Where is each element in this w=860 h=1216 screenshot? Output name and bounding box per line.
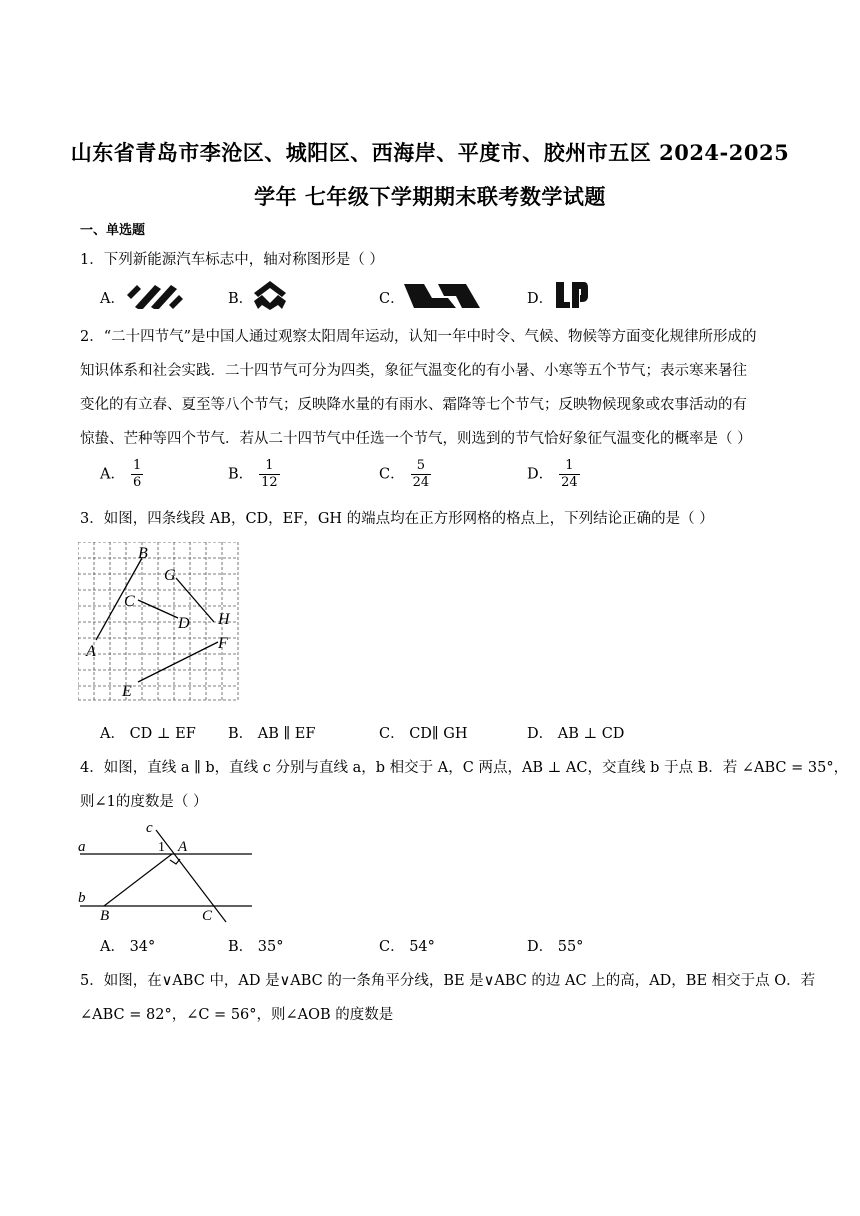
q3-option-a: A． CD ⊥ EF xyxy=(100,726,196,742)
q4-option-c: C． 54° xyxy=(379,939,435,955)
q2-line-4: 惊蛰、芒种等四个节气．若从二十四节气中任选一个节气，则选到的节气恰好象征气温变化的概率是（ ） xyxy=(80,431,752,447)
q4-line-2: 则∠1的度数是（ ） xyxy=(80,794,208,810)
line-a-label: a xyxy=(78,839,86,855)
point-a-label: A xyxy=(178,839,188,855)
page-title-line2: 学年 七年级下学期期末联考数学试题 xyxy=(254,184,606,209)
point-h-label: H xyxy=(218,611,230,628)
q1-option-a xyxy=(100,287,125,308)
q1-stem: 1．下列新能源汽车标志中，轴对称图形是（ ） xyxy=(80,252,384,268)
q2-option-a xyxy=(100,458,143,491)
line-c xyxy=(156,830,226,922)
q1-option-c-label: C． xyxy=(379,291,405,307)
q4-option-a: A． 34° xyxy=(100,939,156,955)
fraction xyxy=(259,458,280,491)
point-a-label: A xyxy=(86,643,96,660)
q1-option-b xyxy=(228,287,253,308)
q5-line-2: ∠ABC = 82°，∠C = 56°，则∠AOB 的度数是 xyxy=(80,1007,394,1023)
line-c-label: c xyxy=(146,820,153,836)
angle-1-label: 1 xyxy=(158,840,165,855)
q2-option-c-label: C． xyxy=(379,466,405,483)
q1-option-d-label: D． xyxy=(527,291,554,307)
q2-option-a-label: A． xyxy=(100,466,125,483)
denominator: 12 xyxy=(261,475,278,490)
numerator: 1 xyxy=(259,458,280,475)
fraction xyxy=(559,458,580,491)
q2-option-b xyxy=(228,458,280,491)
numerator: 1 xyxy=(132,458,142,473)
parallel-lines-figure xyxy=(76,818,256,924)
q2-option-d-label: D． xyxy=(527,466,554,483)
fraction xyxy=(131,458,143,491)
q4-option-b: B． 35° xyxy=(228,939,284,955)
grid-figure xyxy=(78,542,240,702)
numerator: 5 xyxy=(411,458,432,475)
q2-option-b-label: B． xyxy=(228,466,254,483)
q2-line-1: 2．“二十四节气”是中国人通过观察太阳周年运动，认知一年中时令、气候、物候等方面变化规律所形成的 xyxy=(80,329,757,345)
parallelogram-logo-icon xyxy=(404,284,480,308)
point-g-label: G xyxy=(164,567,176,584)
numerator: 1 xyxy=(559,458,580,475)
point-b-label: B xyxy=(100,908,110,924)
segment-ab xyxy=(96,558,142,640)
q2-option-c xyxy=(379,458,431,491)
q4-line-1: 4．如图，直线 a ∥ b，直线 c 分别与直线 a，b 相交于 A，C 两点，AB ⊥ AC，交直线 b 于点 B．若 ∠ABC = 35°， xyxy=(80,760,849,776)
point-c-label: C xyxy=(202,908,213,924)
segment-ab xyxy=(104,854,172,906)
point-c-label: C xyxy=(124,593,135,610)
page-title-line1: 山东省青岛市李沧区、城阳区、西海岸、平度市、胶州市五区 2024-2025 xyxy=(70,140,790,165)
denominator: 24 xyxy=(561,475,578,490)
q2-option-d xyxy=(527,458,580,491)
fraction xyxy=(411,458,432,491)
q3-option-b: B． AB ∥ EF xyxy=(228,726,316,742)
arch-logo-icon xyxy=(252,279,288,311)
q2-line-3: 变化的有立春、夏至等八个节气；反映降水量的有雨水、霜降等七个节气；反映物候现象或农事活动的有 xyxy=(80,397,747,413)
denominator: 6 xyxy=(132,475,142,490)
section-heading: 一、单选题 xyxy=(80,223,146,238)
q4-option-d: D． 55° xyxy=(527,939,584,955)
lp-logo-icon xyxy=(554,280,588,310)
q3-stem: 3．如图，四条线段 AB，CD，EF，GH 的端点均在正方形网格的格点上，下列结论正确的是（ ） xyxy=(80,511,714,527)
q1-option-a-label: A． xyxy=(100,291,125,307)
line-b-label: b xyxy=(78,890,86,906)
point-d-label: D xyxy=(178,615,190,632)
q1-option-c xyxy=(379,287,405,308)
q1-option-b-label: B． xyxy=(228,291,254,307)
stripes-logo-icon xyxy=(125,281,185,309)
q1-option-d xyxy=(527,287,553,308)
q3-option-d: D． AB ⊥ CD xyxy=(527,726,625,742)
denominator: 24 xyxy=(412,475,430,490)
point-e-label: E xyxy=(122,683,132,700)
q3-option-c: C． CD∥ GH xyxy=(379,726,468,742)
q5-line-1: 5．如图，在∨ABC 中，AD 是∨ABC 的一条角平分线，BE 是∨ABC 的边 AC 上的高，AD，BE 相交于点 O．若 xyxy=(80,973,816,989)
q2-line-2: 知识体系和社会实践．二十四节气可分为四类，象征气温变化的有小暑、小寒等五个节气；表示寒来暑往 xyxy=(80,363,747,379)
grid-lines xyxy=(78,542,238,700)
point-f-label: F xyxy=(218,635,228,652)
point-b-label: B xyxy=(138,545,148,562)
